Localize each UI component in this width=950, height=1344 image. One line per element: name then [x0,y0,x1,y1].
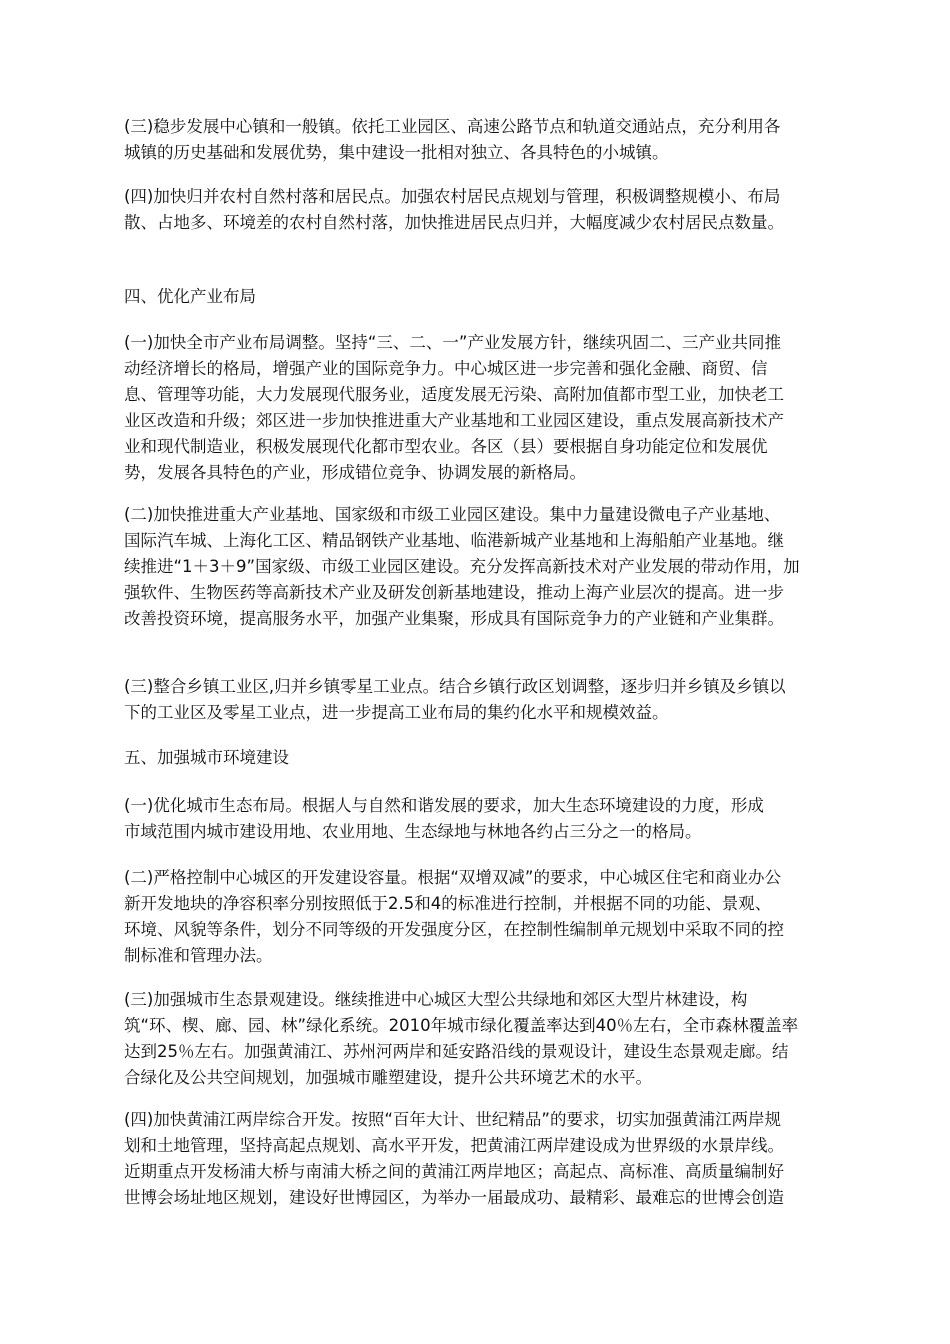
text-line: (三)加强城市生态景观建设。继续推进中心城区大型公共绿地和郊区大型片林建设，构 [124,990,748,1009]
text-line: 近期重点开发杨浦大桥与南浦大桥之间的黄浦江两岸地区；高起点、高标准、高质量编制好 [124,1162,784,1181]
paragraph-4-1 [124,330,838,486]
text-line: 业和现代制造业，积极发展现代化都市型农业。各区（县）要根据自身功能定位和发展优 [124,437,768,456]
text-line: 市域范围内城市建设用地、农业用地、生态绿地与林地各约占三分之一的格局。 [124,822,702,841]
text-line: (一)加快全市产业布局调整。坚持“三、二、一”产业发展方针，继续巩固二、三产业共同推 [124,333,781,352]
text-line: 势，发展各具特色的产业，形成错位竞争、协调发展的新格局。 [124,463,586,482]
text-line: (三)稳步发展中心镇和一般镇。依托工业园区、高速公路节点和轨道交通站点，充分利用各 [124,117,781,136]
text-line: (二)严格控制中心城区的开发建设容量。根据“双增双减”的要求，中心城区住宅和商业办公 [124,868,781,887]
text-line: 筑“环、楔、廊、园、林”绿化系统。2010年城市绿化覆盖率达到40％左右，全市森林覆盖率 [124,1016,799,1035]
text-line: 世博会场址地区规划，建设好世博园区，为举办一届最成功、最精彩、最难忘的世博会创造 [124,1188,784,1207]
text-line: (二)加快推进重大产业基地、国家级和市级工业园区建设。集中力量建设微电子产业基地、 [124,505,781,524]
paragraph-3-4 [124,184,838,236]
text-line: (四)加快归并农村自然村落和居民点。加强农村居民点规划与管理，积极调整规模小、布局 [124,187,781,206]
text-line: 国际汽车城、上海化工区、精品钢铁产业基地、临港新城产业基地和上海船舶产业基地。继 [124,531,784,550]
text-line: (四)加快黄浦江两岸综合开发。按照“百年大计、世纪精品”的要求，切实加强黄浦江两岸规 [124,1110,781,1129]
text-line: 划和土地管理，坚持高起点规划、高水平开发，把黄浦江两岸建设成为世界级的水景岸线。 [124,1136,784,1155]
section-heading-4 [124,284,838,310]
text-line: 续推进“1＋3＋9”国家级、市级工业园区建设。充分发挥高新技术对产业发展的带动作用，加 [124,557,800,576]
paragraph-4-3 [124,674,838,726]
paragraph-5-1 [124,793,838,845]
text-line: 达到25％左右。加强黄浦江、苏州河两岸和延安路沿线的景观设计，建设生态景观走廊。结 [124,1042,789,1061]
text-line: (三)整合乡镇工业区,归并乡镇零星工业点。结合乡镇行政区划调整，逐步归并乡镇及乡镇以 [124,677,786,696]
text-line: 制标准和管理办法。 [124,946,273,965]
text-line: 下的工业区及零星工业点，进一步提高工业布局的集约化水平和规模效益。 [124,703,669,722]
text-line: 合绿化及公共空间规划，加强城市雕塑建设，提升公共环境艺术的水平。 [124,1068,652,1087]
text-line: 新开发地块的净容积率分别按照低于2.5和4的标准进行控制，并根据不同的功能、景观、 [124,894,772,913]
section-heading-5 [124,745,838,771]
text-line: 业区改造和升级；郊区进一步加快推进重大产业基地和工业园区建设，重点发展高新技术产 [124,411,784,430]
section-heading: 五、加强城市环境建设 [124,748,289,767]
paragraph-5-4 [124,1107,838,1211]
text-line: 城镇的历史基础和发展优势，集中建设一批相对独立、各具特色的小城镇。 [124,143,669,162]
text-line: 改善投资环境，提高服务水平，加强产业集聚，形成具有国际竞争力的产业链和产业集群。 [124,609,784,628]
text-line: 动经济增长的格局，增强产业的国际竞争力。中心城区进一步完善和强化金融、商贸、信 [124,359,768,378]
section-heading: 四、优化产业布局 [124,287,256,306]
text-line: 环境、风貌等条件，划分不同等级的开发强度分区，在控制性编制单元规划中采取不同的控 [124,920,784,939]
paragraph-5-3 [124,987,838,1091]
paragraph-4-2 [124,502,838,632]
text-line: 强软件、生物医药等高新技术产业及研发创新基地建设，推动上海产业层次的提高。进一步 [124,583,784,602]
paragraph-5-2 [124,865,838,969]
paragraph-3-3 [124,114,838,166]
text-line: (一)优化城市生态布局。根据人与自然和谐发展的要求，加大生态环境建设的力度，形成 [124,796,764,815]
text-line: 散、占地多、环境差的农村自然村落，加快推进居民点归并，大幅度减少农村居民点数量。 [124,213,784,232]
text-line: 息、管理等功能，大力发展现代服务业，适度发展无污染、高附加值都市型工业，加快老工 [124,385,784,404]
